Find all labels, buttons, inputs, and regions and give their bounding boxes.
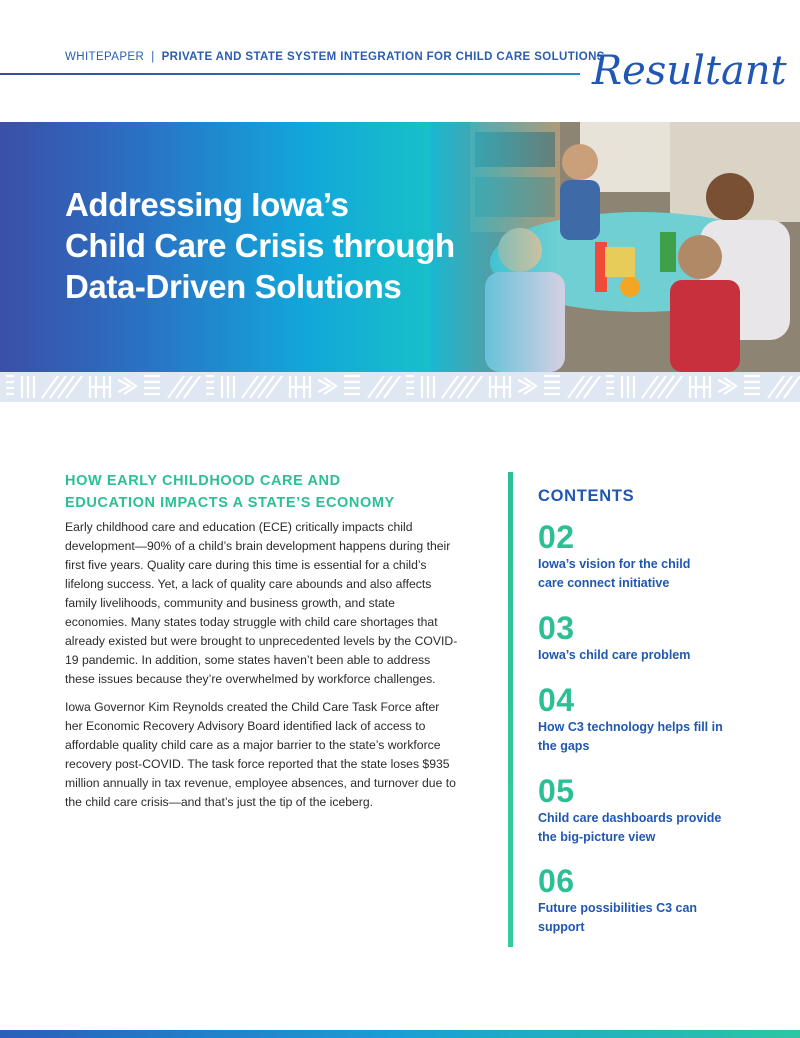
contents-item-04[interactable] (538, 683, 738, 756)
contents-item-03[interactable] (538, 611, 738, 665)
contents-item-05[interactable] (538, 774, 738, 847)
contents-accent-bar (508, 472, 513, 947)
header-rule (0, 73, 580, 75)
hero-title (65, 184, 495, 307)
contents-item-number: 04 (538, 682, 575, 718)
header-title (65, 51, 605, 63)
doc-title: PRIVATE AND STATE SYSTEM INTEGRATION FOR CHILD CARE SOLUTIONS (161, 51, 605, 63)
section-heading-line-1: HOW EARLY CHILDHOOD CARE AND (65, 473, 341, 489)
contents-item-number: 02 (538, 519, 575, 555)
article-body (65, 518, 460, 821)
hero-title-line-3: Data-Driven Solutions (65, 268, 402, 305)
contents-item-label: Future possibilities C3 can support (538, 901, 698, 934)
contents-item-label: How C3 technology helps fill in the gaps (538, 720, 723, 753)
section-heading (65, 470, 445, 514)
logo-wordmark: Resultant (592, 48, 787, 94)
header-separator: | (151, 51, 155, 63)
hero-banner (0, 122, 800, 372)
resultant-logo (590, 38, 787, 104)
footer-gradient-bar (0, 1030, 800, 1038)
decorative-pattern-band (0, 372, 800, 402)
contents-item-02[interactable] (538, 520, 738, 593)
paragraph: Early childhood care and education (ECE) critically impacts child development—90% of a child’s brain development happens during their first five years. Quality care during this time is essential for a child’s lifelong success. Yet, a lack of quality care abounds and also affects family livelihoods, community and business growth, and state economies. Many states today struggle with child care shortages that already existed but were brought to unprecedented levels by the COVID-19 pandemic. In addition, some states haven’t been able to address these issues because they’re overwhelmed by workforce challenges. (65, 520, 458, 686)
doc-type-label: WHITEPAPER (65, 51, 145, 63)
contents-item-label: Iowa’s vision for the child care connect initiative (538, 557, 691, 590)
page-header (0, 0, 800, 122)
contents-item-06[interactable] (538, 864, 738, 937)
hero-title-line-2: Child Care Crisis through (65, 227, 455, 264)
contents-item-number: 06 (538, 863, 575, 899)
contents-item-label: Iowa’s child care problem (538, 648, 691, 662)
contents-item-label: Child care dashboards provide the big-picture view (538, 811, 722, 844)
contents-item-number: 05 (538, 773, 575, 809)
contents-title: CONTENTS (538, 487, 635, 505)
paragraph: Iowa Governor Kim Reynolds created the Child Care Task Force after her Economic Recovery Advisory Board identified lack of access to affordable quality child care as a major barrier to the state’s workforce recovery post-COVID. The task force reported that the state loses $935 million annually in tax revenue, employee absences, and turnover due to the child care crisis—and that’s just the tip of the iceberg. (65, 700, 456, 809)
contents-item-number: 03 (538, 610, 575, 646)
hero-title-line-1: Addressing Iowa’s (65, 186, 349, 223)
section-heading-line-2: EDUCATION IMPACTS A STATE’S ECONOMY (65, 495, 395, 511)
